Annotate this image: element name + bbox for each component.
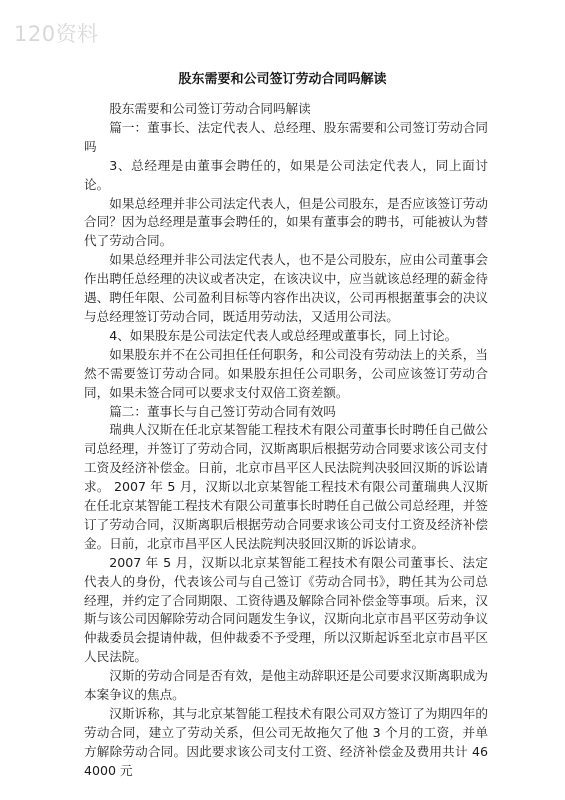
- paragraph-section-two-heading: 篇二：董事长与自己签订劳动合同有效吗: [109, 403, 336, 419]
- paragraph: 汉斯诉称，其与北京某智能工程技术有限公司双方签订了为期四年的劳动合同，建立了劳动关系，但公司无故拖欠了他 3 个月的工资，并单方解除劳动合同。因此要求该公司支付工资、经济补偿金及费用共计 464000 元: [84, 706, 488, 778]
- paragraph: 2007 年 5 月，汉斯以北京某智能工程技术有限公司董事长、法定代表人的身份，代表该公司与自己签订《劳动合同书》，聘任其为公司总经理，并约定了合同期限、工资待遇及解除合同补偿金等事项。后来，汉斯与该公司因解除劳动合同问题发生争议，汉斯向北京市昌平区劳动争议仲裁委员会提请仲裁，但仲裁委不予受理，所以汉斯起诉至北京市昌平区人民法院。: [84, 554, 488, 665]
- paragraph: 如果总经理并非公司法定代表人，也不是公司股东，应由公司董事会作出聘任总经理的决议或者决定，在该决议中，应当就该总经理的薪金待遇、聘任年限、公司盈利目标等内容作出决议，公司再根据董事会的决议与总经理签订劳动合同，既适用劳动法，又适用公司法。: [84, 252, 488, 324]
- paragraph-subtitle: 股东需要和公司签订劳动合同吗解读: [109, 101, 311, 116]
- paragraph: 汉斯的劳动合同是否有效，是他主动辞职还是公司要求汉斯离职成为本案争议的焦点。: [84, 668, 488, 703]
- document-title: 股东需要和公司签订劳动合同吗解读: [178, 72, 387, 87]
- paragraph-section-one-heading: 篇一：董事长、法定代表人、总经理、股东需要和公司签订劳动合同吗: [84, 119, 488, 154]
- paragraph: 瑞典人汉斯在任北京某智能工程技术有限公司董事长时聘任自己做公司总经理，并签订了劳动合同，汉斯离职后根据劳动合同要求该公司支付工资及经济补偿金。日前，北京市昌平区人民法院判决驳回汉斯的诉讼请求。 2007 年 5 月，汉斯以北京某智能工程技术有限公司董瑞典人汉斯在任北京某智能工程技术有限公司董事长时聘任自己做公司总经理，并签订了劳动合同，汉斯离职后根据劳动合同要求该公司支付工资及经济补偿金。日前，北京市昌平区人民法院判决驳回汉斯的诉讼请求。: [84, 422, 488, 551]
- paragraph: 如果股东并不在公司担任任何职务，和公司没有劳动法上的关系，当然不需要签订劳动合同。如果股东担任公司职务，公司应该签订劳动合同，如果未签合同可以要求支付双倍工资差额。: [84, 346, 488, 400]
- watermark: 120资料: [14, 22, 99, 46]
- document-body: [84, 100, 488, 781]
- paragraph: 如果总经理并非公司法定代表人，但是公司股东，是否应该签订劳动合同？因为总经理是董事会聘任的，如果有董事会的聘书，可能被认为替代了劳动合同。: [84, 195, 488, 249]
- paragraph: 3、总经理是由董事会聘任的，如果是公司法定代表人，同上面讨论。: [84, 157, 488, 192]
- paragraph: 4、如果股东是公司法定代表人或总经理或董事长，同上讨论。: [109, 327, 458, 343]
